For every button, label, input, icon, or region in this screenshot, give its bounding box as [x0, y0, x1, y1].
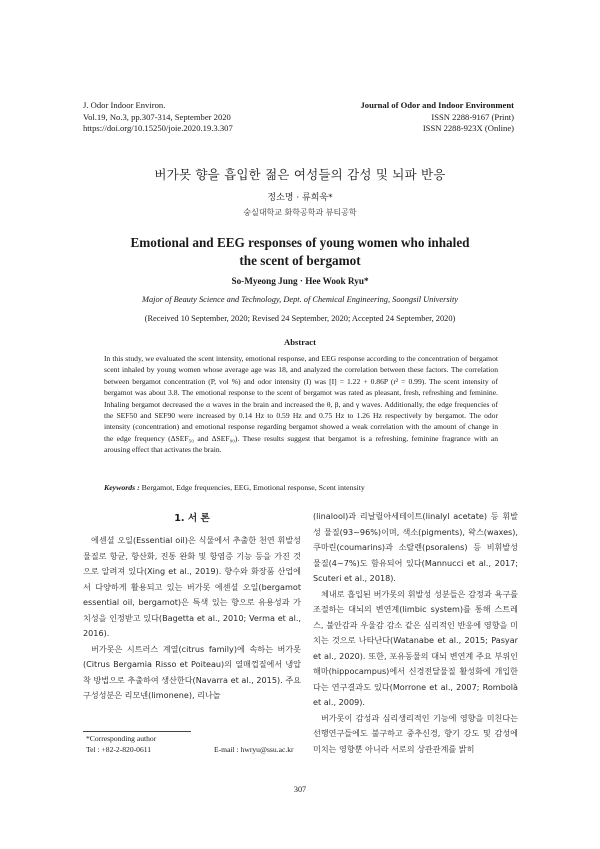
keywords-label: Keywords : — [104, 483, 140, 492]
paragraph: 버가못은 시트러스 계열(citrus family)에 속하는 버가못(Citrus Bergamia Risso et Poiteau)의 열매껍질에서 냉압착 방법으로 추출하여 생산한다(Navarra et al., 2015). 주요 구성성분은 리모넨(limonene), 리나놀 — [83, 643, 301, 700]
corresponding-author-note: *Corresponding author — [86, 734, 157, 743]
keywords-line — [104, 483, 498, 492]
email-address[interactable]: E-mail : hwryu@ssu.ac.kr — [214, 745, 294, 754]
korean-affiliation: 숭실대학교 화학공학과 뷰티공학 — [243, 208, 357, 217]
korean-title: 버가못 향을 흡입한 젊은 여성들의 감성 및 뇌파 반응 — [154, 167, 446, 182]
section-heading-introduction: 1. 서 론 — [174, 513, 210, 524]
english-title-line-1: Emotional and EEG responses of young women who inhaled — [130, 235, 470, 250]
paragraph: 에센셜 오일(Essential oil)은 식물에서 추출한 천연 휘발성 물질로 항균, 항산화, 진통 완화 및 항염증 기능 등을 가진 것으로 알려져 있다(Xing et al., 2019). 향수와 화장품 산업에서 다양하게 활용되고 있는 버가못 에센셜 오일(bergamot essential oil, bergamot)은 특색 있는 향으로 유용성과 가치성을 인정받고 있다(Bagetta et al., 2010; Verma et al., 2016). — [83, 535, 301, 638]
issn-online: ISSN 2288-923X (Online) — [422, 123, 514, 133]
journal-title: Journal of Odor and Indoor Environment — [360, 100, 514, 110]
abstract-heading: Abstract — [284, 337, 316, 347]
footnote-divider — [83, 731, 191, 732]
paragraph: 체내로 흡입된 버가못의 휘발성 성분들은 감정과 욕구를 조절하는 대뇌의 변연계(limbic system)를 통해 스트레스, 불안감과 우울감 감소 같은 심리적인 반응에 영향을 미치는 것으로 나타난다(Watanabe et al., 2015; Pasyar et al., 2020). 또한, 포유동물의 대뇌 변연계 주요 부위인 해마(hippocampus)에서 신경전달물질 활성화에 개입한다는 연구결과도 있다(Morrone et al., 2007; Rombolà et al., 2009). — [313, 588, 518, 707]
right-column — [313, 509, 518, 757]
keywords-list: Bergamot, Edge frequencies, EEG, Emotional response, Scent intensity — [139, 483, 365, 492]
contact-line — [86, 745, 312, 754]
paragraph: (linalool)과 리날릴아세테이트(linalyl acetate) 등 휘발성 물질(93~96%)이며, 색소(pigments), 왁스(waxes), 쿠마린(coumarins)과 소랄렌(psoralens) 등 비휘발성 물질(4~7%)도 함유되어 있다(Mannucci et al., 2017; Scuteri et al., 2018). — [313, 511, 518, 583]
volume-info: Vol.19, No.3, pp.307-314, September 2020 — [83, 111, 231, 122]
received-dates: (Received 10 September, 2020; Revised 24 September, 2020; Accepted 24 September, 2020) — [144, 314, 456, 323]
english-title — [0, 234, 600, 270]
left-column — [83, 533, 301, 704]
page-number: 307 — [293, 785, 307, 794]
english-authors: So-Myeong Jung · Hee Wook Ryu* — [231, 276, 369, 286]
telephone: Tel : +82-2-820-0611 — [86, 745, 152, 754]
english-title-line-2: the scent of bergamot — [239, 253, 361, 268]
doi-link[interactable]: https://doi.org/10.15250/joie.2020.19.3.307 — [83, 123, 233, 133]
abstract-body: In this study, we evaluated the scent intensity, emotional response, and EEG response according to the concentration of bergamot scent inhaled by young women whose average age was 18, and analyzed the correlation between these factors. The correlation between bergamot concentration (P, vol %) and odor intensity (I) was [I] = 1.22 + 0.86P (r² = 0.99). The scent intensity of bergamot was about 3.8. The emotional response to the scent of bergamot was rated as pleasant, fresh, refreshing and feminine. Inhaling bergamot decreased the α waves in the brain and increased the θ, β, and γ waves. Additionally, the edge frequencies of the SEF50 and SEF90 were increased by 0.14 Hz to 0.59 Hz and 0.75 Hz to 1.26 Hz respectively by bergamot. The odor intensity (concentration) and emotional response regarding bergamot showed a weak correlation with the amount of change in the edge frequency (ΔSEF₅₀ and ΔSEF₉₀). These results suggest that bergamot is a refreshing, feminine fragrance with an arousing effect that activates the brain. — [104, 354, 498, 455]
issn-print: ISSN 2288-9167 (Print) — [431, 111, 514, 122]
journal-header-right — [360, 100, 514, 135]
journal-abbrev: J. Odor Indoor Environ. — [83, 100, 166, 110]
english-affiliation: Major of Beauty Science and Technology, Dept. of Chemical Engineering, Soongsil University — [141, 295, 459, 304]
korean-authors: 정소명 · 류희욱* — [267, 193, 333, 203]
journal-header-left — [83, 100, 233, 135]
paragraph: 버가못이 감성과 심리생리적인 기능에 영향을 미친다는 선행연구들에도 불구하고 중추신경, 향기 강도 및 감성에 미치는 영향뿐 아니라 서로의 상관관계를 밝히 — [313, 712, 518, 754]
